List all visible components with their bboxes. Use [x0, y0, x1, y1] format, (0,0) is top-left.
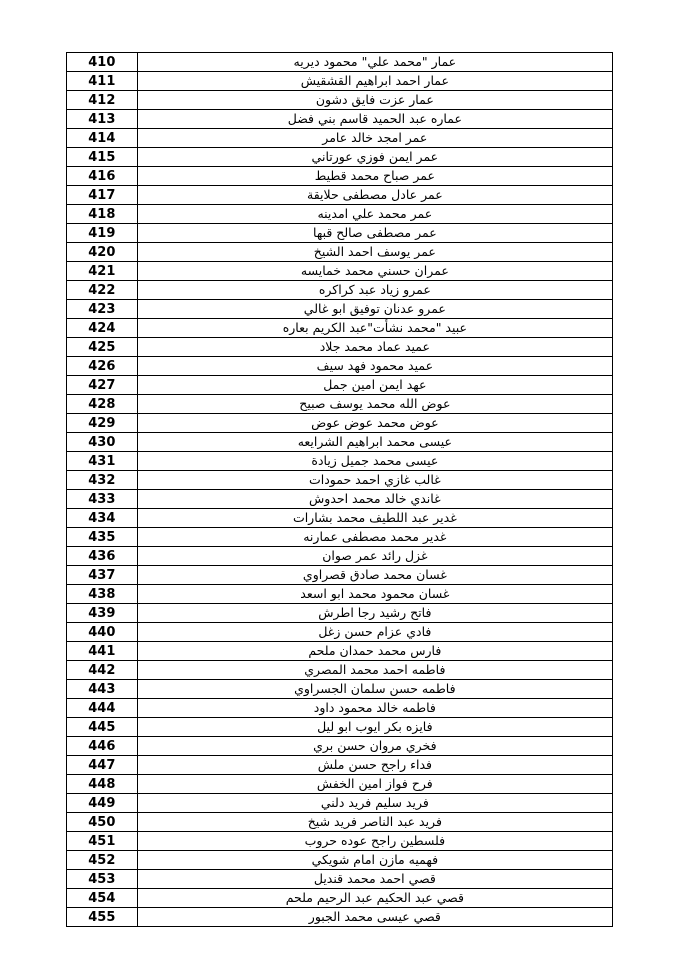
name-cell: فارس محمد حمدان ملحم — [137, 642, 612, 661]
table-row — [67, 528, 613, 547]
number-cell: 447 — [67, 756, 138, 775]
number-cell: 454 — [67, 889, 138, 908]
number-cell: 421 — [67, 262, 138, 281]
table-row — [67, 471, 613, 490]
name-cell: عوض محمد عوض عوض — [137, 414, 612, 433]
name-cell: فداء راجح حسن ملش — [137, 756, 612, 775]
table-row — [67, 490, 613, 509]
table-row — [67, 699, 613, 718]
number-cell: 436 — [67, 547, 138, 566]
number-cell: 430 — [67, 433, 138, 452]
number-cell: 419 — [67, 224, 138, 243]
table-row — [67, 281, 613, 300]
table-row — [67, 186, 613, 205]
name-cell: عميد عماد محمد جلاد — [137, 338, 612, 357]
name-cell: غسان محمود محمد ابو اسعد — [137, 585, 612, 604]
number-cell: 451 — [67, 832, 138, 851]
name-cell: عبيد "محمد نشأت"عبد الكريم بعاره — [137, 319, 612, 338]
table-row — [67, 832, 613, 851]
name-cell: عهد ايمن امين جمل — [137, 376, 612, 395]
number-cell: 424 — [67, 319, 138, 338]
table-row — [67, 680, 613, 699]
table-row — [67, 72, 613, 91]
table-row — [67, 870, 613, 889]
number-cell: 429 — [67, 414, 138, 433]
table-row — [67, 395, 613, 414]
number-cell: 445 — [67, 718, 138, 737]
number-cell: 425 — [67, 338, 138, 357]
name-cell: عيسى محمد ابراهيم الشرايعه — [137, 433, 612, 452]
table-row — [67, 414, 613, 433]
number-cell: 450 — [67, 813, 138, 832]
number-cell: 410 — [67, 53, 138, 72]
table-row — [67, 509, 613, 528]
number-cell: 428 — [67, 395, 138, 414]
name-cell: غالب غازي احمد حمودات — [137, 471, 612, 490]
name-cell: عوض الله محمد يوسف صبيح — [137, 395, 612, 414]
name-cell: عمر ايمن فوزي عورتاني — [137, 148, 612, 167]
number-cell: 446 — [67, 737, 138, 756]
table-row — [67, 129, 613, 148]
name-cell: قصي عيسى محمد الجبور — [137, 908, 612, 927]
table-row — [67, 148, 613, 167]
table-row — [67, 452, 613, 471]
table-row — [67, 167, 613, 186]
name-cell: عمار احمد ابراهيم القشقيش — [137, 72, 612, 91]
name-cell: عمر محمد علي امدينه — [137, 205, 612, 224]
table-row — [67, 851, 613, 870]
number-cell: 444 — [67, 699, 138, 718]
number-cell: 449 — [67, 794, 138, 813]
name-cell: عيسى محمد جميل زيادة — [137, 452, 612, 471]
number-cell: 423 — [67, 300, 138, 319]
name-cell: عمران حسني محمد خمايسه — [137, 262, 612, 281]
name-cell: عمار "محمد علي" محمود ديريه — [137, 53, 612, 72]
number-cell: 420 — [67, 243, 138, 262]
name-cell: عمر عادل مصطفى حلايقة — [137, 186, 612, 205]
table-row — [67, 205, 613, 224]
number-cell: 437 — [67, 566, 138, 585]
number-cell: 440 — [67, 623, 138, 642]
name-cell: عماره عبد الحميد قاسم بني فضل — [137, 110, 612, 129]
number-cell: 416 — [67, 167, 138, 186]
number-cell: 415 — [67, 148, 138, 167]
name-cell: قصي عبد الحكيم عبد الرحيم ملحم — [137, 889, 612, 908]
number-cell: 443 — [67, 680, 138, 699]
names-table — [66, 52, 613, 927]
number-cell: 452 — [67, 851, 138, 870]
name-cell: فادي عزام حسن زغل — [137, 623, 612, 642]
name-cell: فهميه مازن امام شويكي — [137, 851, 612, 870]
table-row — [67, 585, 613, 604]
number-cell: 417 — [67, 186, 138, 205]
name-cell: فلسطين راجح عوده حروب — [137, 832, 612, 851]
number-cell: 438 — [67, 585, 138, 604]
table-row — [67, 547, 613, 566]
number-cell: 448 — [67, 775, 138, 794]
table-row — [67, 794, 613, 813]
number-cell: 432 — [67, 471, 138, 490]
name-cell: عميد محمود فهد سيف — [137, 357, 612, 376]
name-cell: قصي احمد محمد قنديل — [137, 870, 612, 889]
name-cell: عمار عزت فايق دشون — [137, 91, 612, 110]
table-row — [67, 604, 613, 623]
names-table-body — [67, 53, 613, 927]
table-row — [67, 338, 613, 357]
table-row — [67, 243, 613, 262]
name-cell: غدير عبد اللطيف محمد بشارات — [137, 509, 612, 528]
name-cell: عمرو عدنان توفيق ابو غالي — [137, 300, 612, 319]
number-cell: 431 — [67, 452, 138, 471]
name-cell: غدير محمد مصطفى عمارنه — [137, 528, 612, 547]
table-row — [67, 566, 613, 585]
table-row — [67, 91, 613, 110]
table-row — [67, 756, 613, 775]
table-row — [67, 813, 613, 832]
number-cell: 455 — [67, 908, 138, 927]
table-row — [67, 262, 613, 281]
table-row — [67, 376, 613, 395]
table-row — [67, 300, 613, 319]
name-cell: فخري مروان حسن بري — [137, 737, 612, 756]
name-cell: فايزه بكر ايوب ابو ليل — [137, 718, 612, 737]
table-row — [67, 737, 613, 756]
name-cell: عمر صباح محمد قطيط — [137, 167, 612, 186]
number-cell: 426 — [67, 357, 138, 376]
table-row — [67, 433, 613, 452]
name-cell: فاطمه حسن سلمان الجسراوي — [137, 680, 612, 699]
number-cell: 422 — [67, 281, 138, 300]
number-cell: 441 — [67, 642, 138, 661]
number-cell: 418 — [67, 205, 138, 224]
name-cell: عمر يوسف احمد الشيخ — [137, 243, 612, 262]
table-row — [67, 319, 613, 338]
number-cell: 427 — [67, 376, 138, 395]
name-cell: غسان محمد صادق قصراوي — [137, 566, 612, 585]
name-cell: فريد سليم فريد دلني — [137, 794, 612, 813]
name-cell: عمر امجد خالد عامر — [137, 129, 612, 148]
number-cell: 435 — [67, 528, 138, 547]
number-cell: 414 — [67, 129, 138, 148]
number-cell: 433 — [67, 490, 138, 509]
number-cell: 453 — [67, 870, 138, 889]
name-cell: غزل رائد عمر صوان — [137, 547, 612, 566]
table-row — [67, 775, 613, 794]
table-row — [67, 642, 613, 661]
table-row — [67, 718, 613, 737]
table-row — [67, 224, 613, 243]
name-cell: عمرو زياد عبد كراكره — [137, 281, 612, 300]
name-cell: فرح فواز امين الخفش — [137, 775, 612, 794]
table-row — [67, 908, 613, 927]
name-cell: فاطمه احمد محمد المصري — [137, 661, 612, 680]
table-row — [67, 623, 613, 642]
name-cell: عمر مصطفى صالح قبها — [137, 224, 612, 243]
table-row — [67, 889, 613, 908]
number-cell: 434 — [67, 509, 138, 528]
number-cell: 412 — [67, 91, 138, 110]
table-row — [67, 661, 613, 680]
number-cell: 413 — [67, 110, 138, 129]
table-row — [67, 53, 613, 72]
number-cell: 442 — [67, 661, 138, 680]
table-row — [67, 110, 613, 129]
table-row — [67, 357, 613, 376]
name-cell: فاطمه خالد محمود داود — [137, 699, 612, 718]
number-cell: 411 — [67, 72, 138, 91]
name-cell: فريد عبد الناصر فريد شيخ — [137, 813, 612, 832]
name-cell: فاتح رشيد رجا اطرش — [137, 604, 612, 623]
name-cell: غاندي خالد محمد احدوش — [137, 490, 612, 509]
number-cell: 439 — [67, 604, 138, 623]
